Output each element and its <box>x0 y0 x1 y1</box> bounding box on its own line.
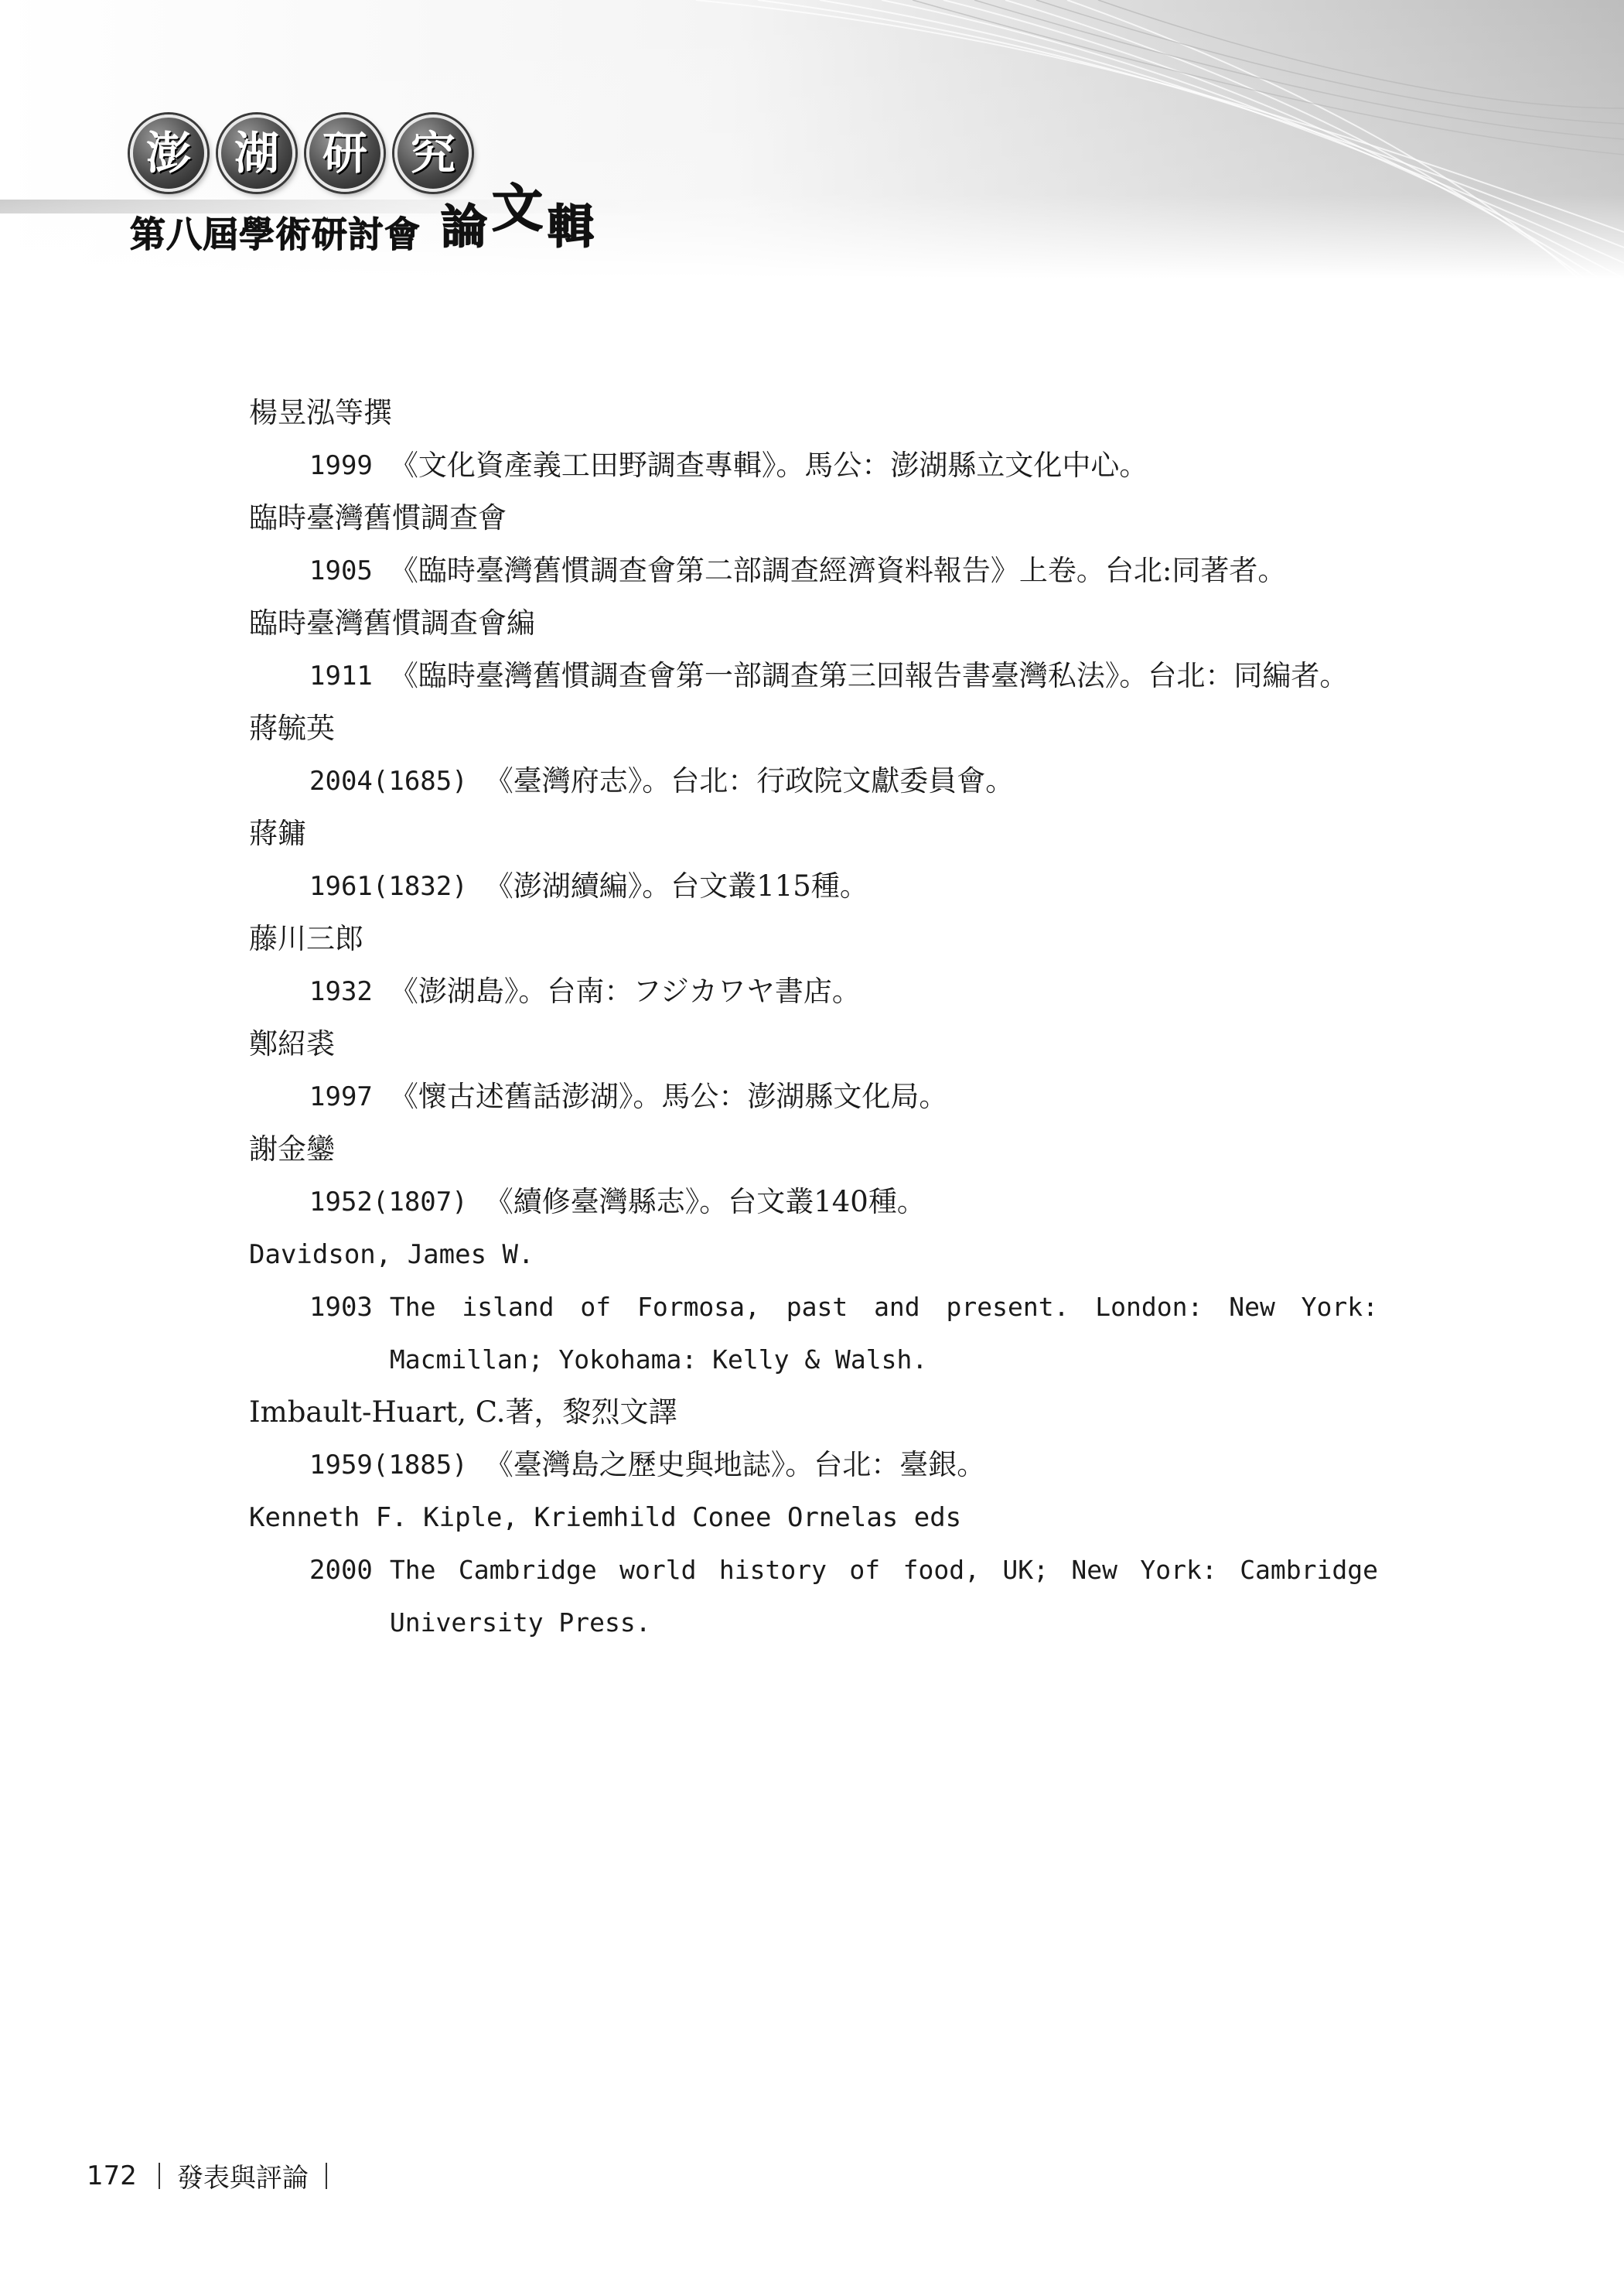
bibliography-entry <box>249 1386 1378 1491</box>
entry-work <box>249 1281 1378 1386</box>
work-title: 《臺灣島之歷史與地誌》。台北：臺銀。 <box>484 1448 986 1481</box>
entry-work <box>249 860 1378 913</box>
bibliography-entry <box>249 1228 1378 1386</box>
series-char: 湖 <box>218 114 295 192</box>
entry-work <box>249 545 1378 597</box>
work-year: 1961(1832) <box>309 871 468 902</box>
series-char: 研 <box>306 114 384 192</box>
entry-work <box>249 755 1378 808</box>
work-year: 2000 <box>309 1555 373 1586</box>
work-title: 《澎湖續編》。台文叢115種。 <box>484 869 868 903</box>
conference-suffix-char: 輯 <box>548 200 599 254</box>
entry-work <box>249 1071 1378 1123</box>
work-title: 《文化資產義工田野調查專輯》。馬公：澎湖縣立文化中心。 <box>389 449 1148 482</box>
bibliography-entry <box>249 1491 1378 1649</box>
conference-name: 第八屆學術研討會 <box>130 213 421 255</box>
bibliography-entry <box>249 1123 1378 1228</box>
work-year: 1911 <box>309 661 373 692</box>
entry-work <box>249 650 1378 702</box>
bibliography-entry <box>249 492 1378 597</box>
series-char: 澎 <box>130 114 207 192</box>
bibliography-entry <box>249 597 1378 702</box>
bibliography-entry <box>249 913 1378 1018</box>
header-banner <box>0 0 1624 278</box>
work-year: 1997 <box>309 1081 373 1112</box>
entry-author: Kenneth F. Kiple, Kriemhild Conee Ornelas eds <box>249 1502 962 1533</box>
series-title <box>130 114 472 192</box>
work-year: 1905 <box>309 555 373 586</box>
section-name: 發表與評論 <box>176 2163 309 2194</box>
bibliography-entry <box>249 808 1378 913</box>
work-year: 2004(1685) <box>309 766 468 797</box>
work-year: 1932 <box>309 976 373 1007</box>
entry-work <box>249 1544 1378 1649</box>
bibliography-entry <box>249 387 1378 492</box>
series-char: 究 <box>394 114 472 192</box>
entry-author: 鄭紹裘 <box>249 1027 335 1060</box>
conference-suffix <box>441 179 599 258</box>
work-title: 《懷古述舊話澎湖》。馬公：澎湖縣文化局。 <box>389 1080 948 1113</box>
conference-title <box>130 179 599 258</box>
entry-author: 蔣鏞 <box>249 817 306 850</box>
entry-author: 謝金鑾 <box>249 1132 335 1166</box>
work-title: 《澎湖島》。台南：フジカワヤ書店。 <box>389 975 861 1008</box>
entry-work <box>249 439 1378 492</box>
work-title: The Cambridge world history of food, UK; New York: Cambridge University Press. <box>389 1555 1378 1638</box>
work-year: 1903 <box>309 1292 373 1323</box>
work-year: 1952(1807) <box>309 1187 468 1218</box>
entry-work <box>249 1176 1378 1228</box>
footer-divider <box>159 2163 160 2189</box>
page-number: 172 <box>87 2160 137 2191</box>
entry-author: Imbault-Huart, C.著，黎烈文譯 <box>249 1395 677 1429</box>
conference-suffix-char: 論 <box>441 200 492 254</box>
footer-divider <box>326 2163 327 2189</box>
entry-author: 楊昱泓等撰 <box>249 396 392 429</box>
conference-suffix-char: 文 <box>492 179 548 238</box>
entry-author: 蔣毓英 <box>249 712 335 745</box>
work-year: 1999 <box>309 450 373 481</box>
work-title: 《臨時臺灣舊慣調查會第一部調查第三回報告書臺灣私法》。台北：同編者。 <box>389 659 1349 692</box>
entry-author: 臨時臺灣舊慣調查會 <box>249 501 507 534</box>
work-year: 1959(1885) <box>309 1450 468 1481</box>
bibliography-entry <box>249 1018 1378 1123</box>
work-title: 《續修臺灣縣志》。台文叢140種。 <box>484 1185 926 1218</box>
entry-author: Davidson, James W. <box>249 1239 534 1270</box>
entry-author: 藤川三郎 <box>249 922 363 955</box>
entry-author: 臨時臺灣舊慣調查會編 <box>249 606 535 640</box>
entry-work <box>249 965 1378 1018</box>
work-title: 《臺灣府志》。台北：行政院文獻委員會。 <box>484 764 1015 797</box>
bibliography-entry <box>249 702 1378 808</box>
work-title: The island of Formosa, past and present. London: New York: Macmillan; Yokohama: Kelly & Walsh. <box>389 1292 1378 1375</box>
page-footer <box>87 2157 327 2194</box>
work-title: 《臨時臺灣舊慣調查會第二部調查經濟資料報告》上卷。台北:同著者。 <box>389 554 1287 587</box>
entry-work <box>249 1439 1378 1491</box>
bibliography-list <box>249 387 1378 1649</box>
